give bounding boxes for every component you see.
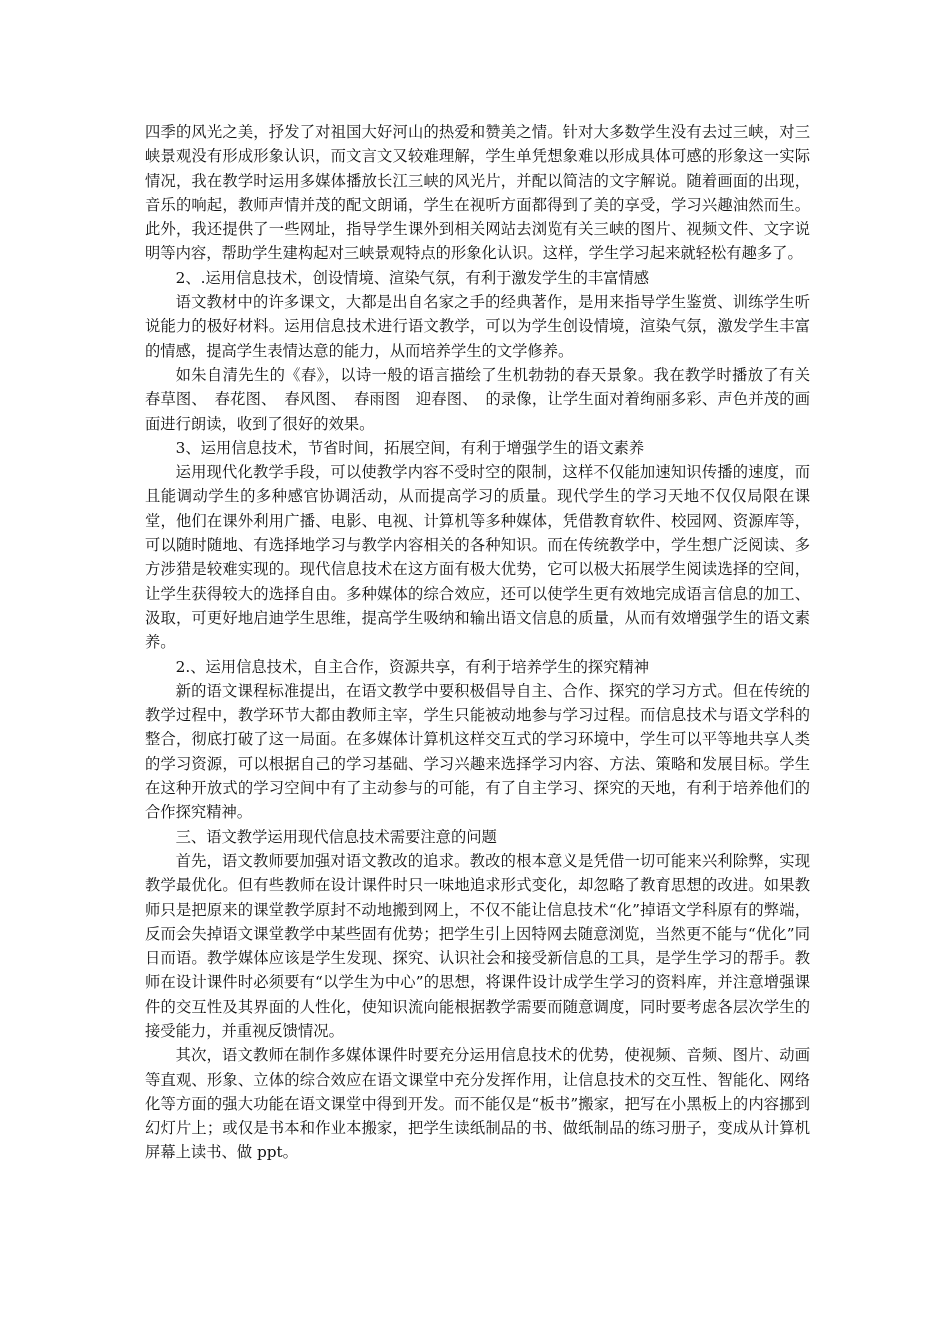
section-heading: 三、语文教学运用现代信息技术需要注意的问题	[175, 827, 497, 846]
section-heading: 3、运用信息技术，节省时间，拓展空间，有利于增强学生的语文素养	[175, 438, 645, 457]
section-heading: 2.、运用信息技术，自主合作，资源共享，有利于培养学生的探究精神	[175, 657, 650, 676]
body-paragraph: 语文教材中的许多课文，大都是出自名家之手的经典著作，是用来指导学生鉴赏、训练学生听说能力的极好材料。运用信息技术进行语文教学，可以为学生创设情境，渲染气氛，激发学生丰富的情感，提高学生表情达意的能力，从而培养学生的文学修养。	[145, 293, 810, 360]
section-heading: 2、.运用信息技术，创设情境、渲染气氛，有利于激发学生的丰富情感	[175, 268, 650, 287]
document-body	[145, 120, 810, 1165]
body-paragraph: 其次，语文教师在制作多媒体课件时要充分运用信息技术的优势，使视频、音频、图片、动画等直观、形象、立体的综合效应在语文课堂中充分发挥作用，让信息技术的交互性、智能化、网络化等方面的强大功能在语文课堂中得到开发。而不能仅是“板书”搬家，把写在小黑板上的内容挪到幻灯片上；或仅是书本和作业本搬家，把学生读纸制品的书、做纸制品的练习册子，变成从计算机屏幕上读书、做 ppt。	[145, 1046, 810, 1162]
body-paragraph: 首先，语文教师要加强对语文教改的追求。教改的根本意义是凭借一切可能来兴利除弊，实现教学最优化。但有些教师在设计课件时只一味地追求形式变化，却忽略了教育思想的改进。如果教师只是把原来的课堂教学原封不动地搬到网上，不仅不能让信息技术“化”掉语文学科原有的弊端，反而会失掉语文课堂教学中某些固有优势；把学生引上因特网去随意浏览，当然更不能与“优化”同日而语。教学媒体应该是学生发现、探究、认识社会和接受新信息的工具，是学生学习的帮手。教师在设计课件时必须要有“以学生为中心”的思想，将课件设计成学生学习的资料库，并注意增强课件的交互性及其界面的人性化，使知识流向能根据教学需要而随意调度，同时要考虑各层次学生的接受能力，并重视反馈情况。	[145, 851, 810, 1040]
body-paragraph: 新的语文课程标准提出，在语文教学中要积极倡导自主、合作、探究的学习方式。但在传统的教学过程中，教学环节大都由教师主宰，学生只能被动地参与学习过程。而信息技术与语文学科的整合，彻底打破了这一局面。在多媒体计算机这样交互式的学习环境中，学生可以平等地共享人类的学习资源，可以根据自己的学习基础、学习兴趣来选择学习内容、方法、策略和发展目标。学生在这种开放式的学习空间中有了主动参与的可能，有了自主学习、探究的天地，有利于培养他们的合作探究精神。	[145, 681, 810, 822]
body-paragraph: 四季的风光之美，抒发了对祖国大好河山的热爱和赞美之情。针对大多数学生没有去过三峡，对三峡景观没有形成形象认识，而文言文又较难理解，学生单凭想象难以形成具体可感的形象这一实际情况，我在教学时运用多媒体播放长江三峡的风光片，并配以简洁的文字解说。随着画面的出现，音乐的响起，教师声情并茂的配文朗诵，学生在视听方面都得到了美的享受，学习兴趣油然而生。此外，我还提供了一些网址，指导学生课外到相关网站去浏览有关三峡的图片、视频文件、文字说明等内容，帮助学生建构起对三峡景观特点的形象化认识。这样，学生学习起来就轻松有趣多了。	[145, 123, 810, 263]
body-paragraph: 如朱自清先生的《春》，以诗一般的语言描绘了生机勃勃的春天景象。我在教学时播放了有关春草图、 春花图、 春风图、 春雨图 迎春图、 的录像，让学生面对着绚丽多彩、声色并茂的画面进行朗读，收到了很好的效果。	[145, 365, 810, 433]
body-paragraph: 运用现代化教学手段，可以使教学内容不受时空的限制，这样不仅能加速知识传播的速度，而且能调动学生的多种感官协调活动，从而提高学习的质量。现代学生的学习天地不仅仅局限在课堂，他们在课外利用广播、电影、电视、计算机等多种媒体，凭借教育软件、校园网、资源库等，可以随时随地、有选择地学习与教学内容相关的各种知识。而在传统教学中，学生想广泛阅读、多方涉猎是较难实现的。现代信息技术在这方面有极大优势，它可以极大拓展学生阅读选择的空间，让学生获得较大的选择自由。多种媒体的综合效应，还可以使学生更有效地完成语言信息的加工、汲取，可更好地启迪学生思维，提高学生吸纳和输出语文信息的质量，从而有效增强学生的语文素养。	[145, 463, 810, 652]
